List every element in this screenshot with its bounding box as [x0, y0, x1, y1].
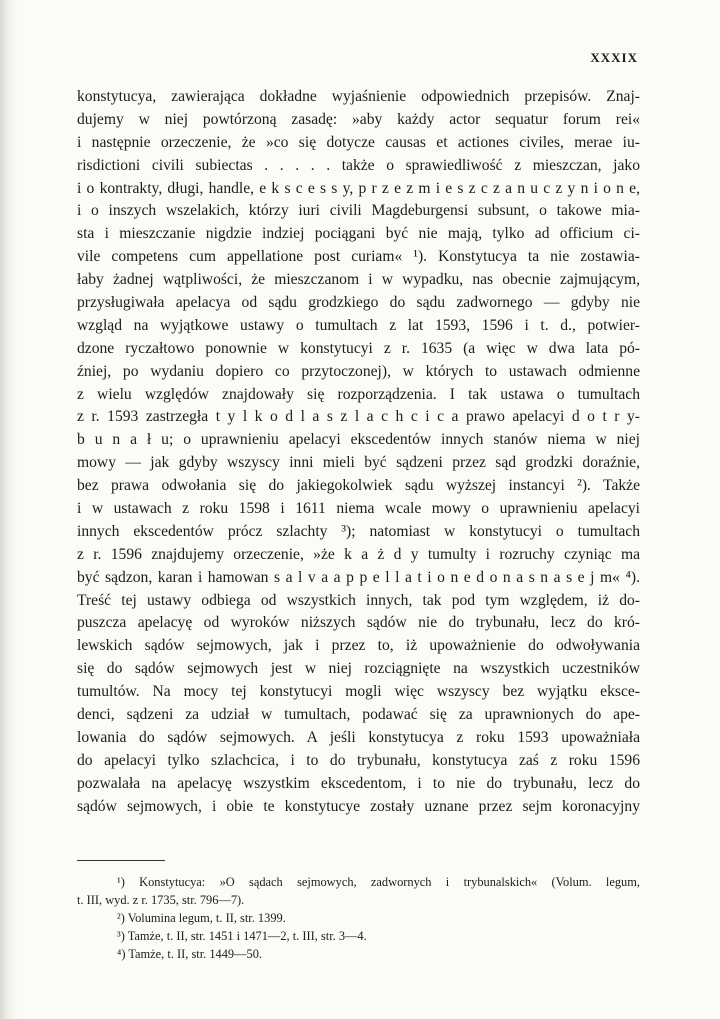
text-line: dzone ryczałtowo ponownie w konstytucyi z r. 1635 (a więc w dwa lata pó-	[77, 339, 640, 357]
text-line: lowania do sądów sejmowych. A jeśli konstytucya z roku 1593 upoważniała	[77, 728, 640, 746]
text-line: denci, sądzeni za udział w tumultach, podawać się za uprawnionych do ape-	[77, 706, 640, 724]
page-number: XXXIX	[590, 50, 638, 65]
text-line: się do sądów sejmowych jest w niej rozciągnięte na wszystkich uczestników	[77, 660, 640, 678]
text-line: sądów sejmowych, i obie te konstytucye zostały uznane przez sejm koronacyjny	[77, 797, 640, 815]
footnote-2: ²) Volumina legum, t. II, str. 1399.	[117, 910, 286, 925]
text-line: b u n a ł u; o uprawnieniu apelacyi ekscedentów innych stanów niema w niej	[77, 431, 640, 449]
text-line: puszcza apelacyę od wyroków niższych sądów nie do trybunału, lecz do kró-	[77, 614, 640, 632]
text-line: dujemy w niej powtórzoną zasadę: »aby każdy actor sequatur forum rei«	[77, 110, 640, 128]
text-line: i następnie orzeczenie, że »co się dotycze causas et actiones civiles, merae iu-	[77, 133, 640, 151]
text-line: pozwalała na apelacyę wszystkim ekscedentom, i to nie do trybunału, lecz do	[77, 774, 640, 792]
text-line: wzgląd na wyjątkowe ustawy o tumultach z lat 1593, 1596 i t. d., potwier-	[77, 316, 640, 334]
text-line: z wielu względów znajdowały się rozporządzenia. I tak ustawa o tumultach	[77, 385, 640, 403]
text-line: przysługiwała apelacya od sądu grodzkiego do sądu zadwornego — gdyby nie	[77, 294, 640, 312]
text-line: łaby żadnej wątpliwości, że mieszczanom i w wypadku, nas obecnie zajmującym,	[77, 271, 640, 289]
binding-edge-shadow	[0, 0, 24, 1019]
text-line: mowy — jak gdyby wszyscy inni mieli być sądzeni przez sąd grodzki doraźnie,	[77, 454, 640, 472]
text-line: tumultów. Na mocy tej konstytucyi mogli więc wszyscy bez wyjątku eksce-	[77, 683, 640, 701]
text-line: Treść tej ustawy odbiega od wszystkich innych, tak pod tym względem, iż do-	[77, 591, 640, 609]
text-line: i o kontrakty, długi, handle, e k s c e s s y, p r z e z m i e s z c z a n u c z y n i o n e,	[77, 179, 640, 197]
main-text	[77, 86, 640, 819]
footnote-1: ¹) Konstytucya: »O sądach sejmowych, zadwornych i trybunalskich« (Volum. legum,	[117, 875, 640, 889]
text-line: z r. 1596 znajdujemy orzeczenie, »że k a ż d y tumulty i rozruchy czyniąc ma	[77, 545, 640, 563]
text-line: lewskich sądów sejmowych, jak i przez to, iż upoważnienie do odwoływania	[77, 637, 640, 655]
footnote-3: ³) Tamże, t. II, str. 1451 i 1471—2, t. III, str. 3—4.	[117, 928, 367, 943]
footnote-separator	[77, 860, 165, 861]
footnote-1-continued: t. III, wyd. z r. 1735, str. 796—7).	[77, 892, 245, 907]
footnotes	[77, 874, 640, 964]
text-line: i w ustawach z roku 1598 i 1611 niema wcale mowy o uprawnieniu apelacyi	[77, 500, 640, 518]
text-line: sta i mieszczanie nigdzie indziej pociągani być nie mają, tylko ad officium ci-	[77, 225, 640, 243]
text-line: konstytucya, zawierająca dokładne wyjaśnienie odpowiednich przepisów. Znaj-	[77, 88, 640, 105]
footnote-4: ⁴) Tamże, t. II, str. 1449—50.	[117, 946, 263, 961]
text-line: być sądzon, karan i hamowan s a l v a a p p e l l a t i o n e d o n a s n a s e j m« ⁴).	[77, 568, 640, 586]
text-line: innych ekscedentów prócz szlachty ³); natomiast w konstytucyi o tumultach	[77, 522, 640, 540]
text-line: do apelacyi tylko szlachcica, i to do trybunału, konstytucya zaś z roku 1596	[77, 751, 640, 769]
text-line: i o inszych wszelakich, którzy iuri civili Magdeburgensi subsunt, o takowe mia-	[77, 202, 640, 220]
text-line: źniej, po wydaniu dopiero co przytoczonej), w których to ustawach odmienne	[77, 362, 640, 380]
text-line: vile competens cum appellatione post curiam« ¹). Konstytucya ta nie zostawia-	[77, 248, 640, 266]
text-line: z r. 1593 zastrzegła t y l k o d l a s z l a c h c i c a prawo apelacyi d o t r y-	[77, 408, 640, 426]
text-line: risdictioni civili subiectas . . . . . także o sprawiedliwość z mieszczan, jako	[77, 156, 640, 174]
text-line: bez prawa odwołania się do jakiegokolwiek sądu wyższej instancyi ²). Także	[77, 477, 640, 495]
